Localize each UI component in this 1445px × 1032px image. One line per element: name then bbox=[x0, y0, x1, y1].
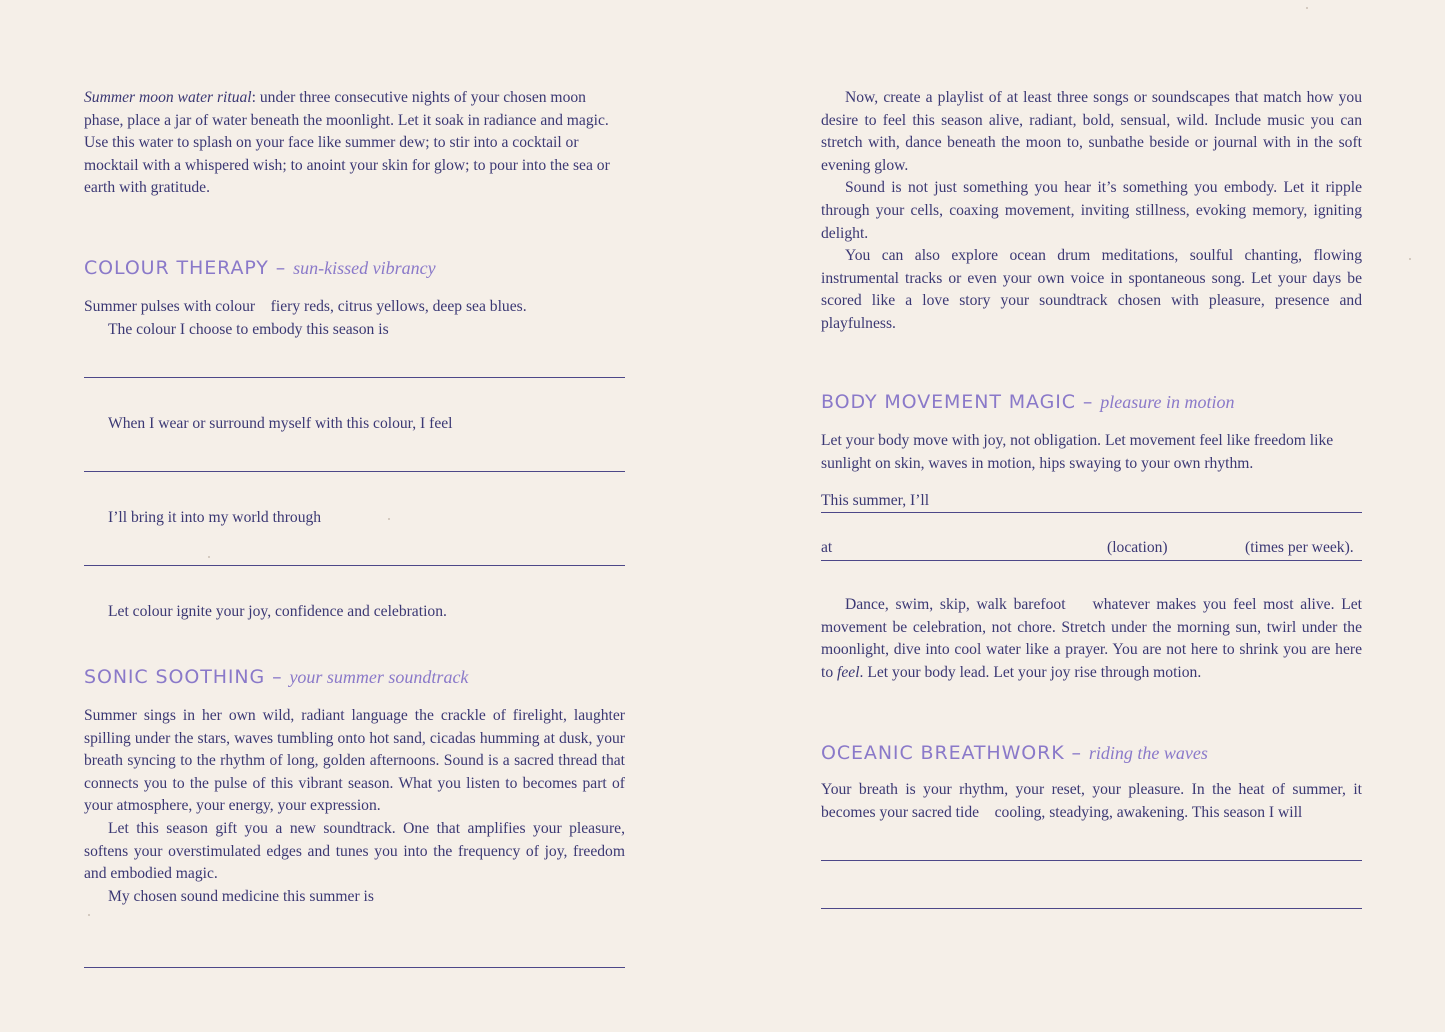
oceanic-breathwork-text: Your breath is your rhythm, your reset, your pleasure. In the heat of summer, it becomes your sacred tide cooling, steadying, awakening. This season I will bbox=[821, 781, 1366, 821]
moon-ritual-text: : under three consecutive nights of your chosen moon phase, place a jar of water beneath the moonlight. Let it soak in radiance and magic. Use this water to splash on your face like summer dew; to stir into a cocktail or mocktail with a whispered wish; to anoint your skin for glow; to pour into the sea or earth with gratitude. bbox=[84, 89, 610, 197]
sonic-soothing-heading bbox=[84, 665, 625, 689]
writing-line-colour[interactable] bbox=[84, 377, 625, 378]
colour-therapy-prompt-1: The colour I choose to embody this season is bbox=[108, 320, 389, 338]
body-movement-this-summer: This summer, I’ll bbox=[821, 492, 930, 509]
writing-line-feel[interactable] bbox=[84, 471, 625, 472]
left-page bbox=[84, 0, 625, 1032]
sonic-soothing-title: SONIC SOOTHING bbox=[84, 666, 266, 688]
right-page bbox=[821, 0, 1366, 1032]
body-movement-feel-word: feel bbox=[837, 663, 860, 681]
body-movement-body bbox=[821, 594, 1366, 684]
writing-line-location[interactable] bbox=[821, 560, 1362, 561]
body-movement-subtitle: pleasure in motion bbox=[1100, 392, 1235, 412]
writing-line-sound[interactable] bbox=[84, 967, 625, 968]
colour-therapy-heading bbox=[84, 256, 625, 280]
paper-speck bbox=[208, 556, 210, 558]
oceanic-breathwork-heading bbox=[821, 741, 1362, 765]
colour-therapy-closing-block bbox=[84, 601, 625, 624]
heading-separator: – bbox=[1075, 391, 1101, 413]
body-movement-para bbox=[821, 594, 1366, 684]
playlist-para-1: Now, create a playlist of at least three songs or soundscapes that match how you desire to feel this season alive, radiant, bold, sensual, wild. Include music you can stretch with, dance beneath the moon to, sunbathe beside or journal with in the soft evening glow. bbox=[821, 89, 1362, 174]
heading-separator: – bbox=[268, 257, 294, 279]
oceanic-breathwork-title: OCEANIC BREATHWORK bbox=[821, 742, 1065, 764]
playlist-para-3: You can also explore ocean drum meditations, soulful chanting, flowing instrumental tracks or even your own voice in spontaneous song. Let your days be scored like a love story your soundtrack chosen with pleasure, presence and playfulness. bbox=[821, 247, 1362, 332]
body-movement-heading bbox=[821, 390, 1362, 414]
moon-ritual-section bbox=[84, 87, 625, 200]
sonic-soothing-para-1: Summer sings in her own wild, radiant language the crackle of firelight, laughter spilling under the stars, waves tumbling onto hot sand, cicadas humming at dusk, your breath syncing to the rhythm of long, golden afternoons. Sound is a sacred thread that connects you to the pulse of this vibrant season. What you listen to becomes part of your atmosphere, your energy, your expression. bbox=[84, 707, 625, 815]
writing-line-bring[interactable] bbox=[84, 565, 625, 566]
sonic-soothing-body bbox=[84, 705, 625, 908]
body-movement-location-block bbox=[821, 537, 1362, 560]
body-movement-para-start: Dance, swim, skip, walk barefoot whatever makes you feel most alive. Let movement be celebration, not chore. Stretch under the morning sun, twirl under the moonlight, dive into cool water like a prayer. You are not here to shrink you are here to bbox=[821, 596, 1366, 681]
colour-therapy-title: COLOUR THERAPY bbox=[84, 257, 269, 279]
body-movement-times-label: (times per week). bbox=[1245, 539, 1354, 556]
body-movement-this-summer-block bbox=[821, 490, 1362, 513]
colour-therapy-prompt-3-block bbox=[84, 507, 625, 530]
oceanic-breathwork-body bbox=[821, 779, 1366, 824]
body-movement-para-end: . Let your body lead. Let your joy rise through motion. bbox=[859, 663, 1202, 681]
writing-line-breath-2[interactable] bbox=[821, 908, 1362, 909]
paper-speck bbox=[1409, 258, 1411, 260]
colour-therapy-intro-block bbox=[84, 296, 625, 341]
playlist-section bbox=[821, 87, 1362, 336]
colour-therapy-prompt-2-block bbox=[84, 413, 625, 436]
heading-separator: – bbox=[1064, 742, 1089, 764]
body-movement-location-label: (location) bbox=[1107, 539, 1168, 556]
colour-therapy-intro: Summer pulses with colour fiery reds, citrus yellows, deep sea blues. bbox=[84, 298, 527, 315]
sonic-soothing-subtitle: your summer soundtrack bbox=[289, 667, 469, 687]
sonic-soothing-para-2: Let this season gift you a new soundtrack. One that amplifies your pleasure, softens your overstimulated edges and tunes you into the frequency of joy, freedom and embodied magic. bbox=[84, 819, 625, 883]
colour-therapy-closing: Let colour ignite your joy, confidence and celebration. bbox=[108, 603, 447, 620]
body-movement-title: BODY MOVEMENT MAGIC bbox=[821, 391, 1076, 413]
writing-line-breath-1[interactable] bbox=[821, 860, 1362, 861]
body-movement-at: at bbox=[821, 539, 833, 556]
moon-ritual-label: Summer moon water ritual bbox=[84, 89, 252, 106]
paper-speck bbox=[388, 518, 390, 520]
colour-therapy-prompt-2: When I wear or surround myself with this colour, I feel bbox=[108, 415, 453, 432]
oceanic-breathwork-subtitle: riding the waves bbox=[1088, 743, 1208, 763]
playlist-para-2: Sound is not just something you hear it’s something you embody. Let it ripple through your cells, coaxing movement, inviting stillness, evoking memory, igniting delight. bbox=[821, 179, 1362, 242]
body-movement-intro-block bbox=[821, 430, 1362, 475]
heading-separator: – bbox=[265, 666, 290, 688]
paper-speck bbox=[1306, 7, 1308, 9]
colour-therapy-subtitle: sun-kissed vibrancy bbox=[293, 258, 436, 278]
writing-line-this-summer[interactable] bbox=[821, 512, 1362, 513]
sonic-soothing-prompt: My chosen sound medicine this summer is bbox=[108, 887, 374, 905]
body-movement-intro: Let your body move with joy, not obligation. Let movement feel like freedom like sunlight on skin, waves in motion, hips swaying to your own rhythm. bbox=[821, 432, 1334, 472]
colour-therapy-prompt-3: I’ll bring it into my world through bbox=[108, 509, 322, 526]
paper-speck bbox=[88, 914, 90, 916]
